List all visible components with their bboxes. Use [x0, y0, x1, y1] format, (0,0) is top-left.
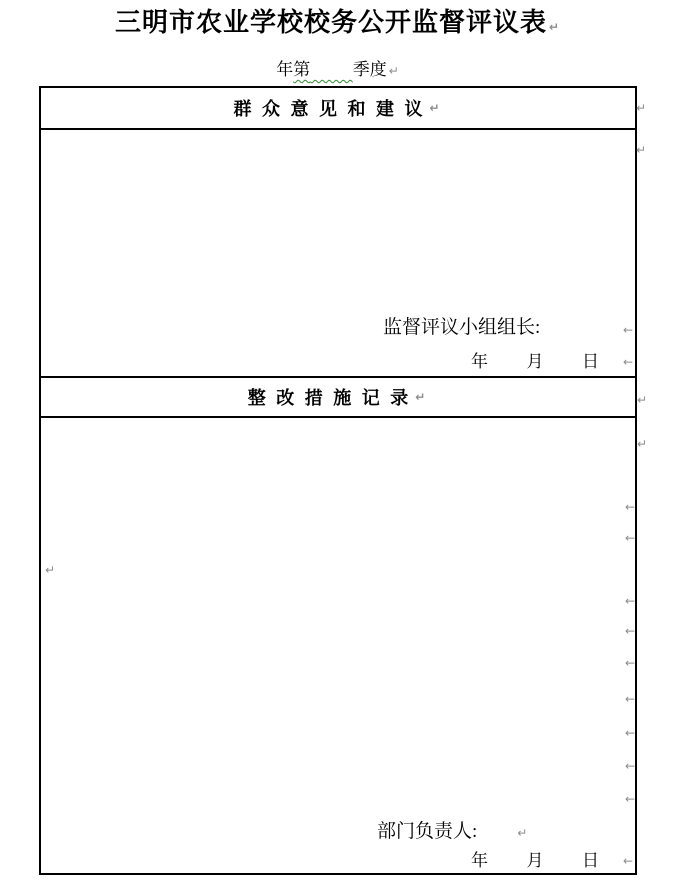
- paragraph-mark-icon: ↵: [635, 143, 647, 157]
- month-label: 月: [526, 352, 544, 371]
- section1-body-cell[interactable]: [41, 130, 635, 378]
- section2-header: [41, 378, 635, 418]
- line-break-mark-icon: ←: [624, 656, 636, 670]
- line-break-mark-icon: ←: [624, 726, 636, 740]
- month-label: 月: [526, 851, 544, 870]
- line-break-mark-icon: ←: [622, 323, 634, 337]
- period-season-label: 季度: [352, 60, 387, 79]
- section1-signature-label: [383, 312, 540, 339]
- paragraph-mark-icon: ↵: [635, 101, 647, 115]
- page-title-text: 三明市农业学校校务公开监督评议表: [114, 8, 547, 37]
- line-break-mark-icon: ←: [624, 759, 636, 773]
- paragraph-mark-icon: ↵: [415, 390, 429, 404]
- paragraph-mark-icon: ↵: [388, 64, 399, 78]
- paragraph-mark-icon: ↵: [429, 101, 443, 115]
- section1-header-text: 群 众 意 见 和 建 议: [233, 99, 426, 119]
- page-title: [0, 2, 675, 39]
- year-label: 年: [471, 352, 488, 371]
- paragraph-mark-icon: ↵: [636, 393, 648, 407]
- line-break-mark-icon: ←: [622, 355, 634, 369]
- form-table: [39, 86, 637, 875]
- section1-header: [41, 88, 635, 130]
- line-break-mark-icon: ←: [624, 792, 636, 806]
- line-break-mark-icon: ←: [624, 624, 636, 638]
- paragraph-mark-icon: ↵: [636, 437, 648, 451]
- section2-signature-label: [377, 816, 527, 843]
- section2-signature-text: 部门负责人:: [377, 821, 478, 842]
- line-break-mark-icon: ←: [622, 854, 634, 868]
- section1-date-line: [471, 347, 599, 372]
- section2-header-text: 整 改 措 施 记 录: [247, 388, 412, 408]
- period-line: [0, 55, 675, 80]
- paragraph-mark-icon: ↵: [548, 20, 561, 34]
- period-ordinal-label: 第: [293, 60, 311, 79]
- line-break-mark-icon: ←: [624, 594, 636, 608]
- line-break-mark-icon: ←: [624, 531, 636, 545]
- paragraph-mark-icon: ↵: [517, 826, 528, 840]
- period-year-label: 年: [276, 60, 294, 79]
- section2-date-line: [471, 846, 599, 871]
- line-break-mark-icon: ←: [624, 500, 636, 514]
- line-break-mark-icon: ←: [624, 692, 636, 706]
- period-blank-field[interactable]: [310, 60, 353, 79]
- day-label: 日: [582, 851, 599, 870]
- section2-body-cell[interactable]: [41, 418, 635, 873]
- year-label: 年: [471, 851, 488, 870]
- day-label: 日: [582, 352, 599, 371]
- paragraph-mark-icon: ↵: [44, 563, 56, 577]
- section1-signature-text: 监督评议小组组长:: [383, 317, 541, 338]
